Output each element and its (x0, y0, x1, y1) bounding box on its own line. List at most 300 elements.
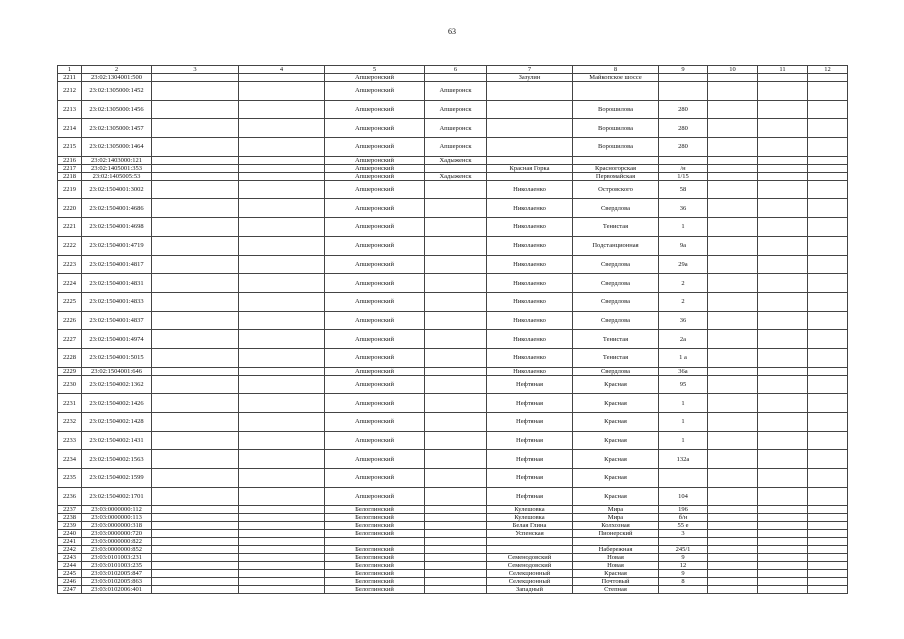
column-12-cell (808, 330, 848, 349)
street-cell: Свердлова (573, 292, 659, 311)
row-number-cell: 2240 (58, 530, 82, 538)
district-cell: Белоглинский (325, 530, 425, 538)
column-4-cell (239, 514, 325, 522)
column-11-cell (758, 218, 808, 237)
column-4-cell (239, 487, 325, 506)
row-number-cell: 2231 (58, 394, 82, 413)
column-12-cell (808, 348, 848, 367)
table-row (58, 450, 848, 469)
row-number-cell: 2242 (58, 546, 82, 554)
district-cell: Апшеронский (325, 311, 425, 330)
column-4-cell (239, 82, 325, 101)
cadastral-number-cell: 23:03:0000000:318 (82, 522, 152, 530)
settlement-cell (425, 74, 487, 82)
column-11-cell (758, 394, 808, 413)
column-11-cell (758, 431, 808, 450)
cadastral-number-cell: 23:03:0101003:231 (82, 554, 152, 562)
row-number-cell: 2239 (58, 522, 82, 530)
column-12-cell (808, 236, 848, 255)
column-10-cell (708, 274, 758, 293)
column-12-cell (808, 138, 848, 157)
row-number-cell: 2211 (58, 74, 82, 82)
row-number-cell: 2218 (58, 172, 82, 180)
locality-cell: Семенодовский (487, 554, 573, 562)
settlement-cell (425, 554, 487, 562)
column-10-cell (708, 394, 758, 413)
column-3-cell (152, 450, 239, 469)
table-row (58, 570, 848, 578)
column-11-cell (758, 367, 808, 375)
house-number-cell: 2 (659, 292, 708, 311)
column-10-cell (708, 138, 758, 157)
district-cell: Апшеронский (325, 255, 425, 274)
column-11-cell (758, 348, 808, 367)
column-12-cell (808, 255, 848, 274)
street-cell: Первомайская (573, 172, 659, 180)
cadastral-number-cell: 23:03:0102005:847 (82, 570, 152, 578)
column-12-cell (808, 578, 848, 586)
house-number-cell: 280 (659, 119, 708, 138)
district-cell: Апшеронский (325, 172, 425, 180)
house-number-cell: б/н (659, 514, 708, 522)
street-cell: Новая (573, 554, 659, 562)
column-11-cell (758, 311, 808, 330)
settlement-cell (425, 330, 487, 349)
column-12-cell (808, 74, 848, 82)
row-number-cell: 2223 (58, 255, 82, 274)
table-row (58, 522, 848, 530)
cadastral-number-cell: 23:03:0000000:112 (82, 506, 152, 514)
settlement-cell (425, 413, 487, 432)
column-header: 5 (325, 66, 425, 74)
column-10-cell (708, 100, 758, 119)
cadastral-number-cell: 23:02:1504002:1701 (82, 487, 152, 506)
locality-cell: Нефтяная (487, 394, 573, 413)
row-number-cell: 2216 (58, 156, 82, 164)
row-number-cell: 2235 (58, 469, 82, 488)
street-cell: Красная (573, 450, 659, 469)
street-cell: Почтовый (573, 578, 659, 586)
column-3-cell (152, 554, 239, 562)
locality-cell: Николаенко (487, 236, 573, 255)
column-11-cell (758, 156, 808, 164)
cadastral-number-cell: 23:02:1504001:3002 (82, 180, 152, 199)
cadastral-number-cell: 23:02:1504001:4974 (82, 330, 152, 349)
district-cell: Белоглинский (325, 554, 425, 562)
column-12-cell (808, 413, 848, 432)
row-number-cell: 2224 (58, 274, 82, 293)
table-row (58, 413, 848, 432)
column-header: 10 (708, 66, 758, 74)
table-row (58, 538, 848, 546)
column-3-cell (152, 570, 239, 578)
house-number-cell (659, 469, 708, 488)
locality-cell: Красная Горка (487, 164, 573, 172)
house-number-cell: 2 (659, 274, 708, 293)
column-12-cell (808, 82, 848, 101)
column-11-cell (758, 375, 808, 394)
column-4-cell (239, 469, 325, 488)
settlement-cell (425, 375, 487, 394)
column-12-cell (808, 218, 848, 237)
district-cell: Белоглинский (325, 514, 425, 522)
table-row (58, 156, 848, 164)
settlement-cell (425, 487, 487, 506)
column-11-cell (758, 82, 808, 101)
column-header: 7 (487, 66, 573, 74)
district-cell: Апшеронский (325, 236, 425, 255)
house-number-cell (659, 74, 708, 82)
column-11-cell (758, 255, 808, 274)
settlement-cell (425, 570, 487, 578)
column-10-cell (708, 413, 758, 432)
settlement-cell (425, 469, 487, 488)
cadastral-number-cell: 23:02:1305000:1456 (82, 100, 152, 119)
locality-cell: Семенодовский (487, 562, 573, 570)
column-4-cell (239, 554, 325, 562)
column-3-cell (152, 348, 239, 367)
column-4-cell (239, 236, 325, 255)
house-number-cell: 104 (659, 487, 708, 506)
row-number-cell: 2212 (58, 82, 82, 101)
house-number-cell: 9 (659, 554, 708, 562)
table-row (58, 530, 848, 538)
street-cell: Подстанционная (573, 236, 659, 255)
column-11-cell (758, 562, 808, 570)
settlement-cell (425, 274, 487, 293)
house-number-cell: 58 (659, 180, 708, 199)
column-header: 2 (82, 66, 152, 74)
cadastral-number-cell: 23:02:1304001:500 (82, 74, 152, 82)
column-12-cell (808, 199, 848, 218)
column-12-cell (808, 469, 848, 488)
column-3-cell (152, 330, 239, 349)
column-4-cell (239, 562, 325, 570)
house-number-cell: 196 (659, 506, 708, 514)
column-11-cell (758, 164, 808, 172)
column-10-cell (708, 119, 758, 138)
column-11-cell (758, 469, 808, 488)
street-cell: Колхозная (573, 522, 659, 530)
locality-cell: Николаенко (487, 274, 573, 293)
house-number-cell (659, 156, 708, 164)
column-3-cell (152, 292, 239, 311)
locality-cell: Селекционный (487, 570, 573, 578)
street-cell (573, 156, 659, 164)
district-cell: Апшеронский (325, 274, 425, 293)
cadastral-number-cell: 23:02:1504002:1426 (82, 394, 152, 413)
column-3-cell (152, 546, 239, 554)
street-cell: Красная (573, 413, 659, 432)
row-number-cell: 2238 (58, 514, 82, 522)
row-number-cell: 2247 (58, 586, 82, 594)
column-11-cell (758, 506, 808, 514)
street-cell: Свердлова (573, 274, 659, 293)
column-11-cell (758, 413, 808, 432)
locality-cell: Николаенко (487, 255, 573, 274)
column-4-cell (239, 199, 325, 218)
column-10-cell (708, 236, 758, 255)
district-cell: Апшеронский (325, 375, 425, 394)
column-11-cell (758, 100, 808, 119)
column-10-cell (708, 255, 758, 274)
column-12-cell (808, 570, 848, 578)
settlement-cell (425, 218, 487, 237)
column-4-cell (239, 164, 325, 172)
district-cell: Апшеронский (325, 138, 425, 157)
district-cell: Апшеронский (325, 394, 425, 413)
locality-cell (487, 100, 573, 119)
cadastral-number-cell: 23:02:1305000:1452 (82, 82, 152, 101)
column-11-cell (758, 578, 808, 586)
settlement-cell (425, 586, 487, 594)
locality-cell: Нефтяная (487, 431, 573, 450)
table-row (58, 274, 848, 293)
street-cell: Мира (573, 514, 659, 522)
column-number-header-row (58, 66, 848, 74)
column-header: 8 (573, 66, 659, 74)
house-number-cell: 55 е (659, 522, 708, 530)
settlement-cell (425, 394, 487, 413)
column-10-cell (708, 164, 758, 172)
table-row (58, 348, 848, 367)
row-number-cell: 2237 (58, 506, 82, 514)
table-row (58, 236, 848, 255)
column-4-cell (239, 530, 325, 538)
district-cell: Белоглинский (325, 546, 425, 554)
column-4-cell (239, 522, 325, 530)
column-4-cell (239, 367, 325, 375)
column-12-cell (808, 506, 848, 514)
district-cell: Апшеронский (325, 413, 425, 432)
cadastral-number-cell: 23:03:0102006:401 (82, 586, 152, 594)
row-number-cell: 2220 (58, 199, 82, 218)
column-10-cell (708, 586, 758, 594)
table-row (58, 469, 848, 488)
house-number-cell: 1 (659, 394, 708, 413)
locality-cell: Кулешовка (487, 514, 573, 522)
locality-cell: Николаенко (487, 367, 573, 375)
column-11-cell (758, 74, 808, 82)
district-cell: Апшеронский (325, 330, 425, 349)
street-cell (573, 82, 659, 101)
settlement-cell (425, 506, 487, 514)
column-10-cell (708, 570, 758, 578)
locality-cell: Николаенко (487, 218, 573, 237)
settlement-cell (425, 546, 487, 554)
table-row (58, 546, 848, 554)
house-number-cell: 3 (659, 530, 708, 538)
column-12-cell (808, 274, 848, 293)
column-10-cell (708, 82, 758, 101)
column-header: 3 (152, 66, 239, 74)
column-3-cell (152, 255, 239, 274)
street-cell: Пионерский (573, 530, 659, 538)
column-4-cell (239, 330, 325, 349)
column-10-cell (708, 450, 758, 469)
column-4-cell (239, 274, 325, 293)
column-3-cell (152, 274, 239, 293)
column-12-cell (808, 119, 848, 138)
row-number-cell: 2243 (58, 554, 82, 562)
column-12-cell (808, 172, 848, 180)
street-cell: Островского (573, 180, 659, 199)
district-cell: Апшеронский (325, 100, 425, 119)
column-header: 12 (808, 66, 848, 74)
column-3-cell (152, 180, 239, 199)
locality-cell: Николаенко (487, 292, 573, 311)
district-cell: Апшеронский (325, 164, 425, 172)
column-3-cell (152, 236, 239, 255)
column-11-cell (758, 546, 808, 554)
column-3-cell (152, 586, 239, 594)
cadastral-number-cell: 23:02:1504001:5015 (82, 348, 152, 367)
column-10-cell (708, 487, 758, 506)
street-cell: Свердлова (573, 199, 659, 218)
row-number-cell: 2217 (58, 164, 82, 172)
column-4-cell (239, 431, 325, 450)
column-4-cell (239, 375, 325, 394)
column-12-cell (808, 530, 848, 538)
cadastral-number-cell: 23:02:1504001:4833 (82, 292, 152, 311)
district-cell: Белоглинский (325, 570, 425, 578)
row-number-cell: 2244 (58, 562, 82, 570)
column-3-cell (152, 431, 239, 450)
column-header: 11 (758, 66, 808, 74)
column-4-cell (239, 218, 325, 237)
cadastral-number-cell: 23:02:1305000:1457 (82, 119, 152, 138)
settlement-cell (425, 538, 487, 546)
locality-cell: Кулешовка (487, 506, 573, 514)
table-row (58, 199, 848, 218)
column-4-cell (239, 546, 325, 554)
column-3-cell (152, 514, 239, 522)
column-10-cell (708, 431, 758, 450)
district-cell: Апшеронский (325, 74, 425, 82)
house-number-cell: 1/15 (659, 172, 708, 180)
cadastral-number-cell: 23:03:0000000:852 (82, 546, 152, 554)
district-cell: Апшеронский (325, 218, 425, 237)
settlement-cell (425, 514, 487, 522)
column-4-cell (239, 100, 325, 119)
column-10-cell (708, 348, 758, 367)
settlement-cell: Апшеронск (425, 82, 487, 101)
row-number-cell: 2229 (58, 367, 82, 375)
house-number-cell: 132а (659, 450, 708, 469)
settlement-cell (425, 180, 487, 199)
table-row (58, 375, 848, 394)
column-4-cell (239, 311, 325, 330)
street-cell: Майкопское шоссе (573, 74, 659, 82)
column-10-cell (708, 180, 758, 199)
column-11-cell (758, 180, 808, 199)
column-12-cell (808, 156, 848, 164)
cadastral-number-cell: 23:03:0000000:822 (82, 538, 152, 546)
column-3-cell (152, 74, 239, 82)
column-4-cell (239, 586, 325, 594)
column-3-cell (152, 522, 239, 530)
row-number-cell: 2241 (58, 538, 82, 546)
table-row (58, 311, 848, 330)
settlement-cell (425, 450, 487, 469)
street-cell (573, 538, 659, 546)
column-12-cell (808, 180, 848, 199)
table-row (58, 586, 848, 594)
settlement-cell (425, 199, 487, 218)
column-10-cell (708, 578, 758, 586)
house-number-cell: 1 (659, 413, 708, 432)
column-12-cell (808, 375, 848, 394)
cadastral-number-cell: 23:02:1504001:4698 (82, 218, 152, 237)
district-cell: Апшеронский (325, 450, 425, 469)
locality-cell: Нефтяная (487, 450, 573, 469)
district-cell: Апшеронский (325, 156, 425, 164)
district-cell: Белоглинский (325, 522, 425, 530)
street-cell: Красная (573, 394, 659, 413)
column-3-cell (152, 469, 239, 488)
cadastral-number-cell: 23:02:1504001:4831 (82, 274, 152, 293)
column-12-cell (808, 554, 848, 562)
column-12-cell (808, 522, 848, 530)
cadastral-number-cell: 23:03:0000000:113 (82, 514, 152, 522)
street-cell: Ворошилова (573, 138, 659, 157)
house-number-cell: 29а (659, 255, 708, 274)
locality-cell: Николаенко (487, 180, 573, 199)
column-4-cell (239, 156, 325, 164)
column-10-cell (708, 311, 758, 330)
column-10-cell (708, 172, 758, 180)
column-12-cell (808, 292, 848, 311)
house-number-cell: 2а (659, 330, 708, 349)
column-3-cell (152, 562, 239, 570)
column-10-cell (708, 156, 758, 164)
column-12-cell (808, 367, 848, 375)
cadastral-number-cell: 23:03:0102005:863 (82, 578, 152, 586)
street-cell: Тенистая (573, 348, 659, 367)
column-11-cell (758, 554, 808, 562)
table-row (58, 82, 848, 101)
row-number-cell: 2227 (58, 330, 82, 349)
house-number-cell: 95 (659, 375, 708, 394)
district-cell: Апшеронский (325, 469, 425, 488)
row-number-cell: 2226 (58, 311, 82, 330)
cadastral-number-cell: 23:02:1305000:1464 (82, 138, 152, 157)
settlement-cell: Апшеронск (425, 138, 487, 157)
column-4-cell (239, 138, 325, 157)
column-3-cell (152, 100, 239, 119)
table-row (58, 367, 848, 375)
cadastral-number-cell: 23:02:1405005:53 (82, 172, 152, 180)
row-number-cell: 2230 (58, 375, 82, 394)
settlement-cell: Апшеронск (425, 100, 487, 119)
column-4-cell (239, 348, 325, 367)
street-cell: Тенистая (573, 218, 659, 237)
locality-cell (487, 119, 573, 138)
column-10-cell (708, 375, 758, 394)
row-number-cell: 2213 (58, 100, 82, 119)
column-3-cell (152, 530, 239, 538)
column-3-cell (152, 538, 239, 546)
settlement-cell (425, 311, 487, 330)
locality-cell: Зазулин (487, 74, 573, 82)
locality-cell: Нефтяная (487, 375, 573, 394)
district-cell: Апшеронский (325, 180, 425, 199)
locality-cell (487, 156, 573, 164)
column-11-cell (758, 586, 808, 594)
column-4-cell (239, 292, 325, 311)
column-12-cell (808, 586, 848, 594)
table-row (58, 330, 848, 349)
